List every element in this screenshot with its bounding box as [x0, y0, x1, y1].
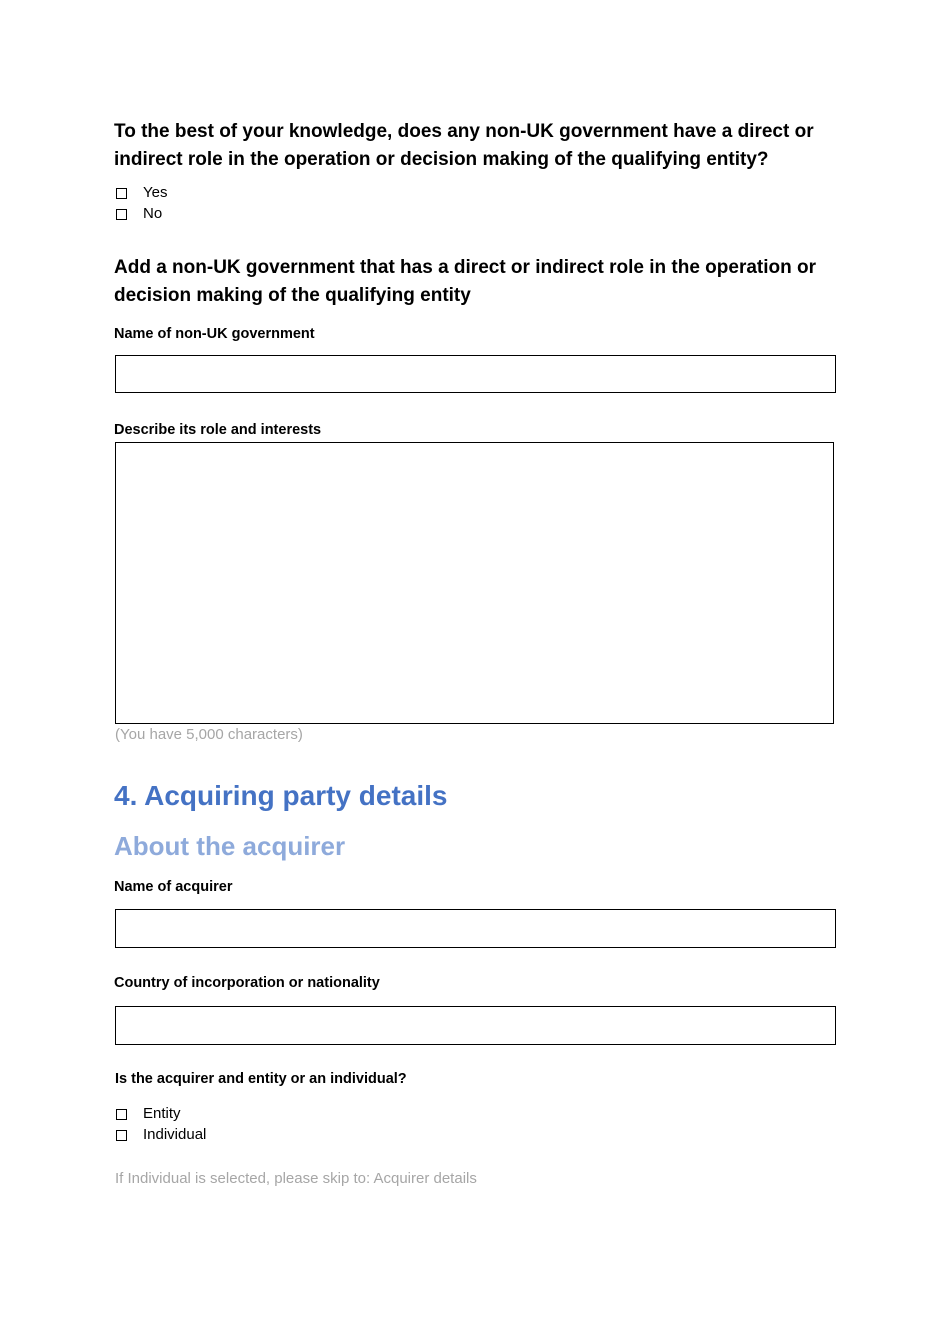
acquirer-name-label: Name of acquirer: [114, 879, 233, 895]
government-name-label: Name of non-UK government: [114, 326, 315, 342]
option-yes[interactable]: [116, 183, 167, 203]
option-no[interactable]: [116, 204, 162, 224]
acquirer-name-input[interactable]: [115, 909, 836, 948]
yes-label: Yes: [143, 184, 168, 201]
acquirer-type-question: Is the acquirer and entity or an individual?: [115, 1071, 407, 1087]
country-input[interactable]: [115, 1006, 836, 1045]
skip-note: If Individual is selected, please skip to: Acquirer details: [115, 1170, 477, 1187]
no-checkbox[interactable]: [116, 209, 127, 220]
add-government-heading: Add a non-UK government that has a direct or indirect role in the operation or decision making of the qualifying entity: [114, 257, 817, 306]
role-interests-label: Describe its role and interests: [114, 422, 322, 438]
country-label: Country of incorporation or nationality: [114, 975, 380, 991]
individual-label: Individual: [143, 1126, 207, 1143]
option-entity[interactable]: [116, 1104, 181, 1124]
government-name-input[interactable]: [115, 355, 836, 393]
entity-checkbox[interactable]: [116, 1109, 127, 1120]
no-label: No: [143, 205, 163, 222]
role-interests-textarea[interactable]: [115, 442, 834, 724]
option-individual[interactable]: [116, 1125, 206, 1145]
yes-checkbox[interactable]: [116, 188, 127, 199]
about-acquirer-heading: About the acquirer: [114, 831, 346, 861]
entity-label: Entity: [143, 1105, 181, 1122]
individual-checkbox[interactable]: [116, 1130, 127, 1141]
government-role-question: To the best of your knowledge, does any non-UK government have a direct or indirect role in the operation or decision making of the qualifying entity?: [114, 121, 814, 170]
character-count-hint: (You have 5,000 characters): [115, 726, 303, 743]
section-heading: 4. Acquiring party details: [114, 780, 448, 811]
